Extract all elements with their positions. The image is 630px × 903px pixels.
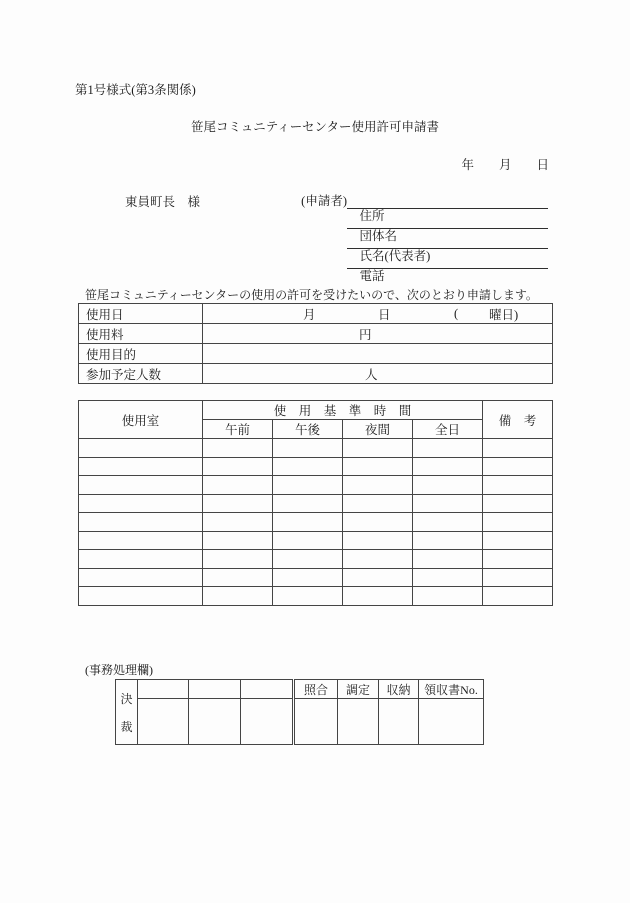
empty-cell xyxy=(483,587,553,606)
empty-cell xyxy=(483,513,553,532)
weekday-unit: 曜日) xyxy=(489,307,519,322)
remarks-column-header: 備 考 xyxy=(483,401,553,439)
organization-field-label: 団体名 xyxy=(359,229,398,243)
empty-cell xyxy=(79,494,203,513)
usage-fee-value xyxy=(203,324,553,344)
empty-cell xyxy=(483,568,553,587)
usage-purpose-value xyxy=(203,344,553,364)
empty-cell xyxy=(79,531,203,550)
assessment-header: 調定 xyxy=(338,680,379,699)
phone-field-label: 電話 xyxy=(359,269,385,283)
empty-cell xyxy=(483,494,553,513)
schedule-empty-row xyxy=(79,476,553,495)
approval-stamp-cell-2 xyxy=(189,699,241,745)
receipt-no-header: 領収書No. xyxy=(419,680,484,699)
usage-purpose-label: 使用目的 xyxy=(79,344,203,364)
night-header: 夜間 xyxy=(343,420,413,439)
empty-cell xyxy=(413,494,483,513)
empty-cell xyxy=(483,439,553,458)
empty-cell xyxy=(79,568,203,587)
schedule-empty-row xyxy=(79,531,553,550)
receipt-no-cell xyxy=(419,699,484,745)
office-processing-label: (事務処理欄) xyxy=(85,663,153,677)
approval-stamp-cell-3 xyxy=(241,699,294,745)
empty-cell xyxy=(343,550,413,569)
standard-time-header: 使 用 基 準 時 間 xyxy=(203,401,483,420)
usage-details-table xyxy=(78,303,553,384)
applicant-label: (申請者) xyxy=(301,194,347,208)
day-unit: 日 xyxy=(378,307,391,322)
verification-cell xyxy=(294,699,338,745)
empty-cell xyxy=(343,476,413,495)
usage-fee-label: 使用料 xyxy=(79,324,203,344)
empty-cell xyxy=(343,457,413,476)
empty-cell xyxy=(343,568,413,587)
schedule-empty-row xyxy=(79,587,553,606)
address-field-label: 住所 xyxy=(359,209,385,223)
empty-cell xyxy=(79,439,203,458)
usage-date-row xyxy=(79,304,553,324)
empty-cell xyxy=(203,568,273,587)
empty-cell xyxy=(203,494,273,513)
empty-cell xyxy=(343,494,413,513)
empty-cell xyxy=(413,568,483,587)
empty-cell xyxy=(273,568,343,587)
empty-cell xyxy=(273,476,343,495)
schedule-empty-row xyxy=(79,568,553,587)
allday-header: 全日 xyxy=(413,420,483,439)
empty-cell xyxy=(79,587,203,606)
empty-cell xyxy=(343,531,413,550)
empty-cell xyxy=(203,457,273,476)
empty-cell xyxy=(273,494,343,513)
empty-cell xyxy=(273,513,343,532)
approval-vertical-text xyxy=(116,680,137,744)
empty-cell xyxy=(203,550,273,569)
schedule-empty-row xyxy=(79,457,553,476)
applicant-organization-field xyxy=(347,208,548,243)
month-unit: 月 xyxy=(303,307,316,322)
empty-cell xyxy=(483,457,553,476)
applicant-name-field xyxy=(347,228,548,263)
approval-stamp-header-2 xyxy=(189,680,241,699)
empty-cell xyxy=(413,476,483,495)
schedule-empty-row xyxy=(79,494,553,513)
usage-date-value xyxy=(203,304,553,324)
empty-cell xyxy=(483,531,553,550)
collection-cell xyxy=(379,699,419,745)
empty-cell xyxy=(413,457,483,476)
empty-cell xyxy=(273,439,343,458)
date-line: 年 月 日 xyxy=(461,158,549,172)
schedule-empty-row xyxy=(79,513,553,532)
processing-header-row xyxy=(116,680,484,699)
participants-row xyxy=(79,364,553,384)
empty-cell xyxy=(343,513,413,532)
empty-cell xyxy=(413,513,483,532)
usage-purpose-row xyxy=(79,344,553,364)
collection-header: 収納 xyxy=(379,680,419,699)
empty-cell xyxy=(273,550,343,569)
yen-unit: 円 xyxy=(359,327,372,342)
form-number: 第1号様式(第3条関係) xyxy=(75,83,196,97)
empty-cell xyxy=(273,457,343,476)
weekday-paren-open: ( xyxy=(454,306,459,320)
empty-cell xyxy=(203,587,273,606)
name-field-label: 氏名(代表者) xyxy=(359,249,431,263)
participants-label: 参加予定人数 xyxy=(79,364,203,384)
empty-cell xyxy=(343,587,413,606)
verification-header: 照合 xyxy=(294,680,338,699)
people-unit: 人 xyxy=(365,367,378,382)
office-processing-table xyxy=(115,679,484,745)
empty-cell xyxy=(203,531,273,550)
empty-cell xyxy=(413,587,483,606)
room-column-header: 使用室 xyxy=(79,401,203,439)
addressee: 東員町長 様 xyxy=(125,195,201,209)
empty-cell xyxy=(79,513,203,532)
empty-cell xyxy=(413,550,483,569)
approval-char-2: 裁 xyxy=(120,719,133,734)
application-statement: 笹尾コミュニティーセンターの使用の許可を受けたいので、次のとおり申請します。 xyxy=(85,288,538,302)
participants-value xyxy=(203,364,553,384)
processing-data-row xyxy=(116,699,484,745)
morning-header: 午前 xyxy=(203,420,273,439)
form-title: 笹尾コミュニティーセンター使用許可申請書 xyxy=(190,120,439,134)
empty-cell xyxy=(483,550,553,569)
empty-cell xyxy=(483,476,553,495)
schedule-empty-row xyxy=(79,550,553,569)
empty-cell xyxy=(273,587,343,606)
usage-fee-row xyxy=(79,324,553,344)
empty-cell xyxy=(273,531,343,550)
schedule-header-row-1 xyxy=(79,401,553,420)
empty-cell xyxy=(79,476,203,495)
room-schedule-table xyxy=(78,400,553,606)
empty-cell xyxy=(79,550,203,569)
schedule-empty-row xyxy=(79,439,553,458)
approval-char-1: 決 xyxy=(120,691,133,706)
applicant-phone-field xyxy=(347,248,548,283)
empty-cell xyxy=(343,439,413,458)
empty-cell xyxy=(413,439,483,458)
assessment-cell xyxy=(338,699,379,745)
approval-stamp-header-3 xyxy=(241,680,294,699)
empty-cell xyxy=(203,513,273,532)
empty-cell xyxy=(79,457,203,476)
afternoon-header: 午後 xyxy=(273,420,343,439)
empty-cell xyxy=(413,531,483,550)
approval-stamp-header-1 xyxy=(138,680,189,699)
empty-cell xyxy=(203,439,273,458)
empty-cell xyxy=(203,476,273,495)
applicant-address-field xyxy=(347,188,548,223)
usage-date-label: 使用日 xyxy=(79,304,203,324)
approval-stamp-cell-1 xyxy=(138,699,189,745)
approval-header xyxy=(116,680,138,745)
